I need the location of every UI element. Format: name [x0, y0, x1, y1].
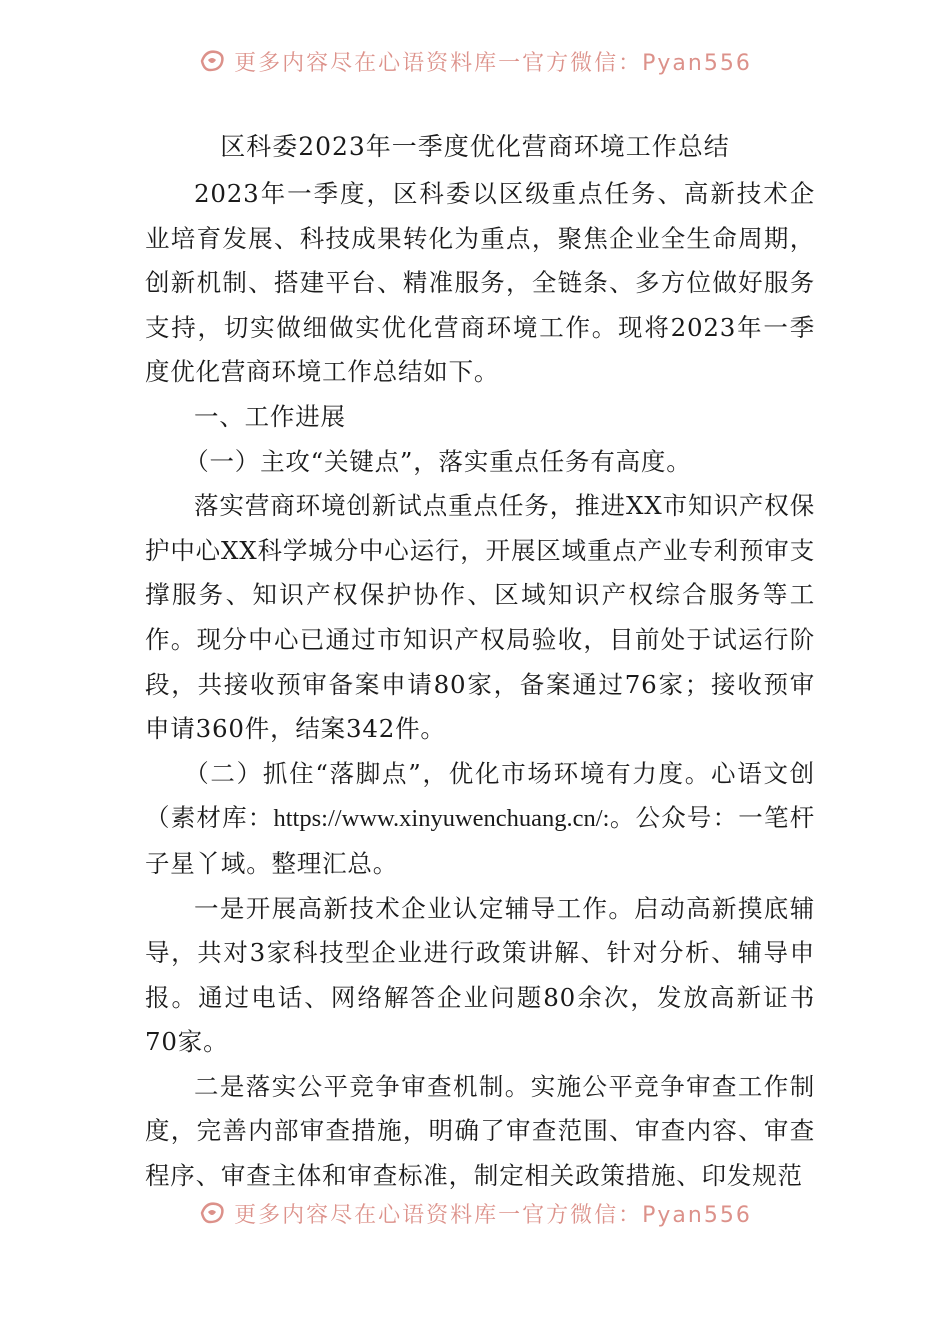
source-url: https://www.xinyuwenchuang.cn/: [273, 805, 610, 833]
item-paragraph-1: 一是开展高新技术企业认定辅导工作。启动高新摸底辅导，共对3家科技型企业进行政策讲解、针对分析、辅导申报。通过电话、网络解答企业问题80余次，发放高新证书70家。 [145, 893, 815, 1057]
intro-paragraph: 2023年一季度，区科委以区级重点任务、高新技术企业培育发展、科技成果转化为重点，聚焦企业全生命周期，创新机制、搭建平台、精准服务，全链条、多方位做好服务支持，切实做细做实优化营商环境工作。现将2023年一季度优化营商环境工作总结如下。 [145, 179, 815, 387]
brand-logo-icon [198, 50, 228, 76]
section-heading: 一、工作进展 [194, 401, 346, 431]
subsection-heading-2-tail: 。公众号：一笔杆子星丫域。整理汇总。 [145, 803, 816, 878]
item-paragraph-2: 二是落实公平竞争审查机制。实施公平竞争审查工作制度，完善内部审查措施，明确了审查范围、审查内容、审查程序、审查主体和审查标准，制定相关政策措施、印发规范 [145, 1071, 815, 1191]
subsection-heading-2-text: （二）抓住“落脚点”，优化市场环境有力度。心语文创（素材库： [145, 758, 815, 833]
document-body [145, 172, 815, 1199]
document-title: 区科委2023年一季度优化营商环境工作总结 [220, 132, 730, 161]
subsection-heading-1: （一）主攻“关键点”，落实重点任务有高度。 [184, 446, 692, 476]
watermark-text: 更多内容尽在心语资料库一官方微信：Pyan556 [234, 50, 752, 76]
brand-logo-icon [198, 1202, 228, 1228]
subsection-heading-2 [145, 752, 815, 887]
watermark-top [0, 50, 950, 90]
watermark-text: 更多内容尽在心语资料库一官方微信：Pyan556 [234, 1202, 752, 1228]
subsection-body-1: 落实营商环境创新试点重点任务，推进XX市知识产权保护中心XX科学城分中心运行，开展区域重点产业专利预审支撑服务、知识产权保护协作、区域知识产权综合服务等工作。现分中心已通过市知识产权局验收，目前处于试运行阶段，共接收预审备案申请80家，备案通过76家；接收预审申请360件，结案342件。 [145, 491, 815, 744]
watermark-bottom [0, 1202, 950, 1242]
